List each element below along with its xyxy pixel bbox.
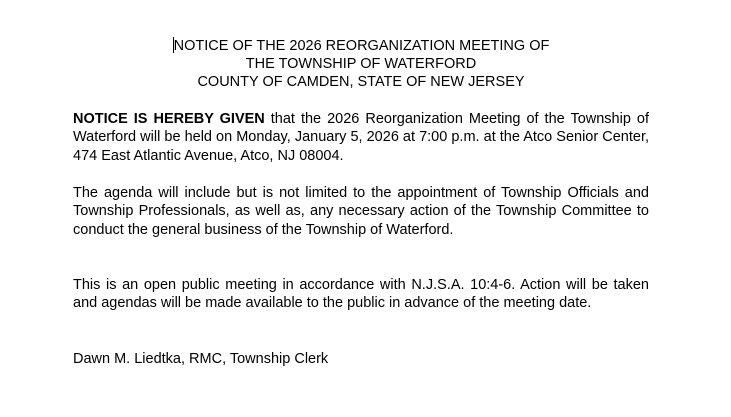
document-page [73, 37, 649, 367]
paragraph-open-meeting: This is an open public meeting in accordance with N.J.S.A. 10:4-6. Action will be taken and agendas will be made available to the public in advance of the meeting date. [73, 277, 649, 312]
title-line-2: THE TOWNSHIP OF WATERFORD [245, 56, 477, 72]
paragraph-meeting-notice [73, 110, 649, 165]
signature-line: Dawn M. Liedtka, RMC, Township Clerk [73, 351, 329, 367]
paragraph-meeting-notice-text: that the 2026 Reorganization Meeting of the Township of Waterford will be held on Monday, January 5, 2026 at 7:00 p.m. at the Atco Senior Center, 474 East Atlantic Avenue, Atco, NJ 08004. [73, 111, 649, 164]
title-line-1 [73, 37, 649, 55]
notice-title [73, 37, 649, 91]
paragraph-agenda: The agenda will include but is not limited to the appointment of Township Officials and Township Professionals, as well as, any necessary action of the Township Committee to conduct the general business of the Township of Waterford. [73, 185, 649, 238]
title-line-3: COUNTY OF CAMDEN, STATE OF NEW JERSEY [197, 74, 525, 90]
title-line-1-text: NOTICE OF THE 2026 REORGANIZATION MEETING OF [173, 38, 550, 54]
notice-hereby-given: NOTICE IS HEREBY GIVEN [73, 111, 265, 127]
